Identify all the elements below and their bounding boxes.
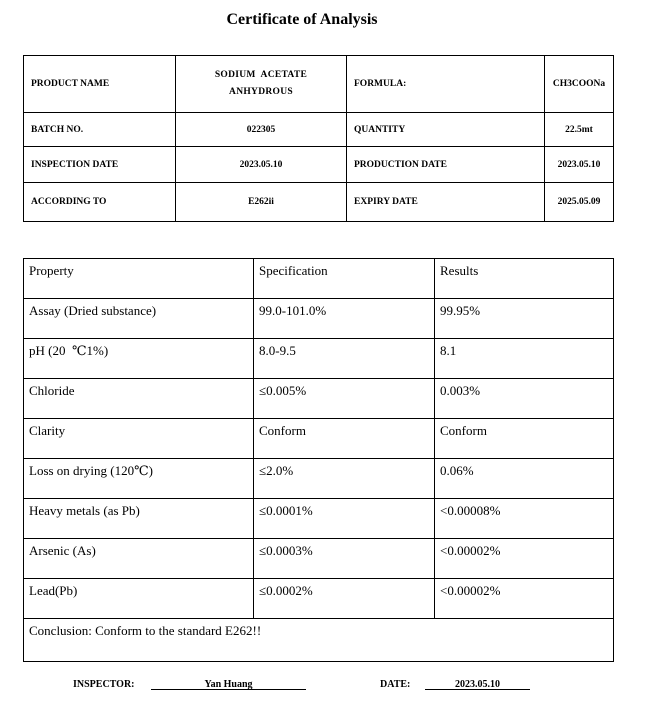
date-value: 2023.05.10 (455, 679, 500, 690)
according-to-label: ACCORDING TO (24, 183, 176, 222)
batch-no-value: 022305 (176, 113, 347, 147)
date-line (425, 689, 530, 690)
formula-label: FORMULA: (347, 56, 545, 113)
results-cell: 0.06% (435, 459, 614, 499)
results-header: Results (435, 259, 614, 299)
property-cell: Clarity (24, 419, 254, 459)
expiry-date-value: 2025.05.09 (545, 183, 614, 222)
inspection-row (24, 147, 614, 183)
inspector-name: Yan Huang (204, 679, 253, 690)
specification-cell: ≤0.0002% (254, 579, 435, 619)
inspector-label: INSPECTOR: (73, 679, 135, 690)
property-cell: Assay (Dried substance) (24, 299, 254, 339)
specification-header: Specification (254, 259, 435, 299)
product-name-value (176, 56, 347, 113)
production-date-value: 2023.05.10 (545, 147, 614, 183)
product-name-label: PRODUCT NAME (24, 56, 176, 113)
results-cell: <0.00008% (435, 499, 614, 539)
property-cell: pH (20 ℃1%) (24, 339, 254, 379)
properties-table (23, 258, 614, 662)
inspector-signature-line (151, 689, 306, 690)
property-cell: Heavy metals (as Pb) (24, 499, 254, 539)
property-cell: Lead(Pb) (24, 579, 254, 619)
quantity-label: QUANTITY (347, 113, 545, 147)
results-cell: 99.95% (435, 299, 614, 339)
table-row (24, 459, 614, 499)
table-row (24, 419, 614, 459)
product-name-line1: SODIUM ACETATE (214, 70, 308, 80)
date-label: DATE: (380, 679, 411, 690)
according-to-value: E262ii (176, 183, 347, 222)
property-cell: Chloride (24, 379, 254, 419)
property-header: Property (24, 259, 254, 299)
document-title: Certificate of Analysis (226, 11, 378, 28)
results-cell: <0.00002% (435, 539, 614, 579)
product-name-row (24, 56, 614, 113)
specification-cell: ≤0.0001% (254, 499, 435, 539)
specification-cell: 99.0-101.0% (254, 299, 435, 339)
specification-cell: ≤0.005% (254, 379, 435, 419)
table-row (24, 499, 614, 539)
properties-header-row (24, 259, 614, 299)
specification-cell: ≤2.0% (254, 459, 435, 499)
expiry-date-label: EXPIRY DATE (347, 183, 545, 222)
specification-cell: ≤0.0003% (254, 539, 435, 579)
table-row (24, 299, 614, 339)
batch-no-label: BATCH NO. (24, 113, 176, 147)
product-info-table (23, 55, 614, 222)
results-cell: 8.1 (435, 339, 614, 379)
production-date-label: PRODUCTION DATE (347, 147, 545, 183)
batch-row (24, 113, 614, 147)
conclusion-text: Conclusion: Conform to the standard E262!! (24, 619, 614, 662)
table-row (24, 579, 614, 619)
inspection-date-label: INSPECTION DATE (24, 147, 176, 183)
results-cell: Conform (435, 419, 614, 459)
property-cell: Arsenic (As) (24, 539, 254, 579)
inspection-date-value: 2023.05.10 (176, 147, 347, 183)
quantity-value: 22.5mt (545, 113, 614, 147)
table-row (24, 379, 614, 419)
results-cell: <0.00002% (435, 579, 614, 619)
specification-cell: 8.0-9.5 (254, 339, 435, 379)
conclusion-row (24, 619, 614, 662)
according-row (24, 183, 614, 222)
property-cell: Loss on drying (120℃) (24, 459, 254, 499)
formula-value: CH3COONa (545, 56, 614, 113)
product-name-line2: ANHYDROUS (229, 87, 293, 97)
results-cell: 0.003% (435, 379, 614, 419)
table-row (24, 539, 614, 579)
table-row (24, 339, 614, 379)
specification-cell: Conform (254, 419, 435, 459)
